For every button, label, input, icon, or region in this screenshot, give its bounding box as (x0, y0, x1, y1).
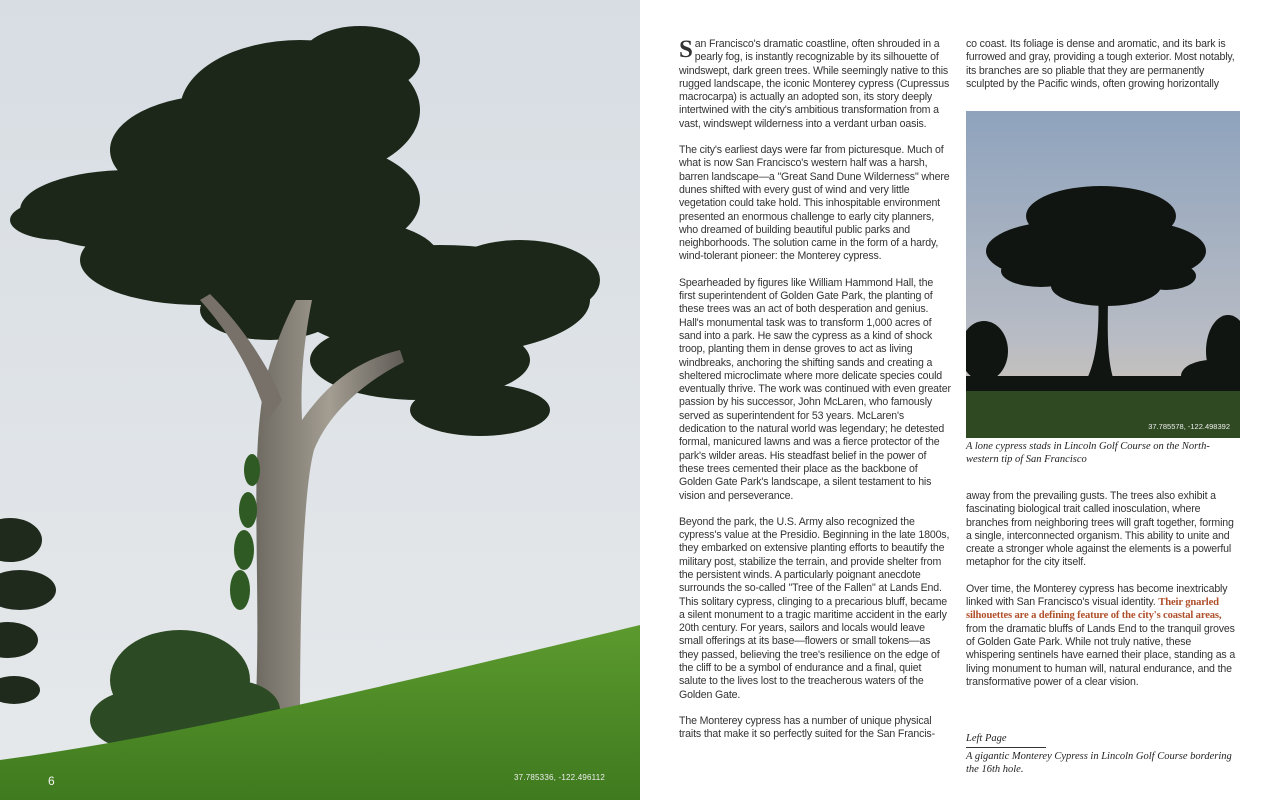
page-number: 6 (48, 774, 55, 788)
paragraph-inosculation: away from the prevailing gusts. The trees also exhibit a fascinating biological trait called inosculation, where branches from neighboring trees will graft together, forming a single, interconnected organism. This ability to unite and create a stronger whole against the elements is a powerful metaphor for the city itself. (966, 490, 1234, 569)
paragraph-visual-identity-end: from the dramatic bluffs of Lands End to the tranquil groves of Golden Gate Park. While not truly native, these whispering sentinels have earned their place, standing as a living monument to human will, natural endurance, and the transformative power of a clear vision. (966, 622, 1236, 688)
inset-photo-caption: A lone cypress stads in Lincoln Golf Course on the North-western tip of San Francisco (966, 441, 1210, 465)
paragraph-foliage: co coast. Its foliage is dense and aromatic, and its bark is furrowed and gray, providing a tough exterior. Most notably, its branches are so pliable that they are permanently sculpted by the Pacific winds, often growing horizontally (966, 38, 1235, 90)
paragraph-intro (679, 38, 951, 131)
paragraph-physical-traits: The Monterey cypress has a number of unique physical traits that make it so perfectly suited for the San Francis- (679, 714, 935, 741)
paragraph-intro-text: an Francisco's dramatic coastline, often shrouded in a pearly fog, is instantly recognizable by its silhouette of windswept, dark green trees. While seemingly native to this rugged landscape, the iconic Monterey cypress (Cupressus macrocarpa) is actually an adopted son, its story deeply intertwined with the city's ambitious transformation from a vast, windswept wilderness into a verdant urban oasis. (679, 38, 950, 130)
lone-cypress-illustration (966, 111, 1240, 438)
drop-cap: S (679, 36, 693, 63)
article-column-1 (679, 38, 951, 755)
article-column-2-bottom (966, 490, 1240, 702)
paragraph-presidio: Beyond the park, the U.S. Army also recognized the cypress's value at the Presidio. Beginning in the late 1800s, they embarked on extensive planting efforts to beautify the military post, stabilize the terrain, and provide shelter from the persistent winds. A particularly poignant anecdote surrounds the so-called "Tree of the Fallen" at Lands End. This solitary cypress, clinging to a precarious bluff, became a silent monument to a tragic maritime accident in the early 20th century. For years, sailors and locals would leave small offerings at its base—flowers or small tokens—as they passed, believing the tree's resilience on the edge of the cliff to be a symbol of endurance and a final, quiet salute to the lives lost to the treacherous waters of the Golden Gate. (679, 515, 950, 701)
caption-rule (966, 747, 1046, 748)
paragraph-early-days: The city's earliest days were far from picturesque. Much of what is now San Francisco's western half was a harsh, barren landscape—a "Great Sand Dune Wilderness" where dunes shifted with every gust of wind and very little vegetation could take hold. This inhospitable environment presented an enormous challenge to early city planners, who dreamed of building beautiful public parks and neighborhoods. The solution came in the form of a hardy, wind-tolerant pioneer: the Monterey cypress. (679, 144, 950, 263)
article-column-2-top (966, 38, 1240, 104)
inset-photo-coordinates: 37.785578, -122.498392 (1148, 422, 1230, 431)
highlighted-quote: Their gnarled silhouettes are a defining feature of the city's coastal areas, (966, 597, 1222, 622)
left-page-caption: A gigantic Monterey Cypress in Lincoln Golf Course bordering the 16th hole. (966, 751, 1232, 775)
inset-photo (966, 111, 1240, 438)
paragraph-visual-identity (966, 583, 1240, 689)
right-page (640, 0, 1280, 800)
left-photo-coordinates: 37.785336, -122.496112 (514, 773, 605, 782)
paragraph-visual-identity-start: Over time, the Monterey cypress has become inextricably linked with San Francisco's visual identity. (966, 582, 1228, 609)
paragraph-golden-gate-park: Spearheaded by figures like William Hammond Hall, the first superintendent of Golden Gate Park, the planting of these trees was an act of both desperation and genius. Hall's monumental task was to transform 1,000 acres of sand into a park. He saw the cypress as a kind of shock troop, planting them in dense groves to act as living windbreaks, anchoring the shifting sands and creating a sheltered microclimate where more delicate species could eventually thrive. The work was continued with even greater passion by his successor, John McLaren, who famously served as superintendent for 53 years. McLaren's dedication to the natural world was legendary; he detested formal, manicured lawns and was a fierce protector of the park's wilder areas. His steadfast belief in the power of these trees cemented their place as the backbone of Golden Gate Park's landscape, a silent testament to his vision and perseverance. (679, 276, 951, 502)
left-page-label: Left Page (966, 733, 1007, 744)
